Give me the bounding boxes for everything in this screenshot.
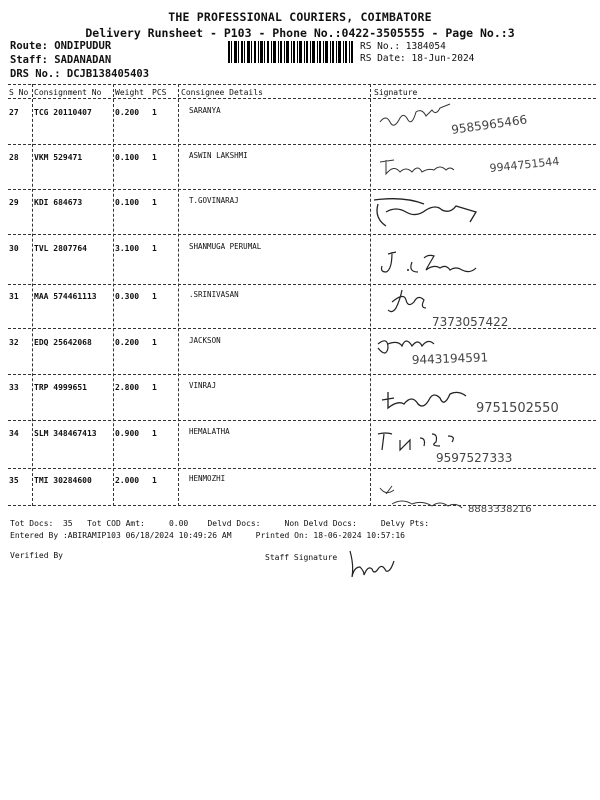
- row-consignee: SARANYA: [189, 106, 221, 115]
- row-consignee: HENMOZHI: [189, 474, 226, 483]
- row-pcs: 1: [152, 338, 157, 347]
- handwritten-signature: [372, 288, 592, 328]
- row-weight: 2.800: [115, 383, 140, 392]
- row-consignee: HEMALATHA: [189, 427, 230, 436]
- runsheet-title: Delivery Runsheet - P103 - Phone No.:0422-3505555 - Page No.:3: [85, 26, 515, 40]
- handwritten-signature: [372, 192, 592, 232]
- row-pcs: 1: [152, 108, 157, 117]
- row-weight: 3.100: [115, 244, 140, 253]
- row-pcs: 1: [152, 153, 157, 162]
- entered-by-line: Entered By :ABIRAMIP103 06/18/2024 10:49:26 AM Printed On: 18-06-2024 10:57:16: [10, 531, 405, 540]
- row-consignment: VKM 529471: [34, 153, 83, 162]
- col-header-weight: Weight: [115, 88, 144, 97]
- handwritten-signature: [372, 332, 592, 372]
- row-sno: 27: [9, 108, 19, 117]
- row-weight: 0.200: [115, 108, 140, 117]
- svg-text:9585965466: 9585965466: [450, 112, 529, 137]
- row-pcs: 1: [152, 429, 157, 438]
- row-consignee: SHANMUGA PERUMAL: [189, 242, 262, 251]
- row-sno: 30: [9, 244, 19, 253]
- col-divider: [370, 84, 371, 506]
- barcode: [228, 41, 353, 63]
- col-header-sno: S No: [9, 88, 29, 97]
- col-header-consignment: Consignment No: [34, 88, 102, 97]
- row-sno: 34: [9, 429, 19, 438]
- row-consignment: KDI 684673: [34, 198, 83, 207]
- row-weight: 0.200: [115, 338, 140, 347]
- staff-signature-label: Staff Signature: [265, 553, 338, 562]
- rs-number: RS No.: 1384054: [360, 41, 446, 52]
- row-pcs: 1: [152, 292, 157, 301]
- handwritten-signature: [372, 146, 592, 186]
- col-header-signature: Signature: [374, 88, 418, 97]
- col-header-consignee: Consignee Details: [181, 88, 263, 97]
- company-title: THE PROFESSIONAL COURIERS, COIMBATORE: [168, 10, 432, 24]
- row-consignment: EDQ 25642068: [34, 338, 92, 347]
- row-pcs: 1: [152, 198, 157, 207]
- handwritten-signature: [372, 244, 592, 284]
- svg-text:9751502550: 9751502550: [476, 401, 559, 416]
- row-consignee: JACKSON: [189, 336, 221, 345]
- svg-text:8883338216: 8883338216: [468, 504, 532, 514]
- row-weight: 0.900: [115, 429, 140, 438]
- col-header-pcs: PCS: [152, 88, 167, 97]
- table-header-rule: [8, 98, 596, 99]
- row-pcs: 1: [152, 244, 157, 253]
- row-sno: 33: [9, 383, 19, 392]
- handwritten-signature: [372, 474, 592, 514]
- svg-text:9597527333: 9597527333: [436, 451, 513, 464]
- drs-number: DRS No.: DCJB138405403: [10, 68, 150, 80]
- row-pcs: 1: [152, 476, 157, 485]
- row-consignment: TMI 30284600: [34, 476, 92, 485]
- col-divider: [32, 84, 33, 506]
- handwritten-signature: [372, 380, 592, 420]
- row-sno: 28: [9, 153, 19, 162]
- col-divider: [113, 84, 114, 506]
- col-divider: [178, 84, 179, 506]
- row-consignment: TVL 2807764: [34, 244, 87, 253]
- handwritten-signature: [372, 100, 592, 140]
- row-sno: 31: [9, 292, 19, 301]
- rs-date: RS Date: 18-Jun-2024: [360, 53, 475, 64]
- row-consignment: SLM 348467413: [34, 429, 97, 438]
- row-sno: 29: [9, 198, 19, 207]
- svg-text:9443194591: 9443194591: [411, 350, 489, 367]
- staff-label: Staff: SADANADAN: [10, 54, 112, 66]
- row-weight: 0.100: [115, 153, 140, 162]
- svg-text:7373057422: 7373057422: [432, 315, 509, 328]
- row-consignee: T.GOVINARAJ: [189, 196, 239, 205]
- row-consignment: TRP 4999651: [34, 383, 87, 392]
- row-consignee: VINRAJ: [189, 381, 217, 390]
- row-consignee: .SRINIVASAN: [189, 290, 239, 299]
- table-top-rule: [8, 84, 596, 85]
- row-weight: 0.300: [115, 292, 140, 301]
- staff-handwritten-signature: [340, 545, 400, 585]
- row-consignee: ASWIN LAKSHMI: [189, 151, 248, 160]
- handwritten-signature: [372, 424, 592, 464]
- row-sno: 35: [9, 476, 19, 485]
- route-label: Route: ONDIPUDUR: [10, 40, 112, 52]
- row-consignment: TCG 20110407: [34, 108, 92, 117]
- row-consignment: MAA 574461113: [34, 292, 97, 301]
- row-weight: 0.100: [115, 198, 140, 207]
- totals-line: Tot Docs: 35 Tot COD Amt: 0.00 Delvd Docs: Non Delvd Docs: Delvy Pts:: [10, 519, 430, 528]
- svg-text:9944751544: 9944751544: [488, 154, 560, 175]
- row-weight: 2.000: [115, 476, 140, 485]
- verified-by-label: Verified By: [10, 551, 63, 560]
- row-sno: 32: [9, 338, 19, 347]
- row-pcs: 1: [152, 383, 157, 392]
